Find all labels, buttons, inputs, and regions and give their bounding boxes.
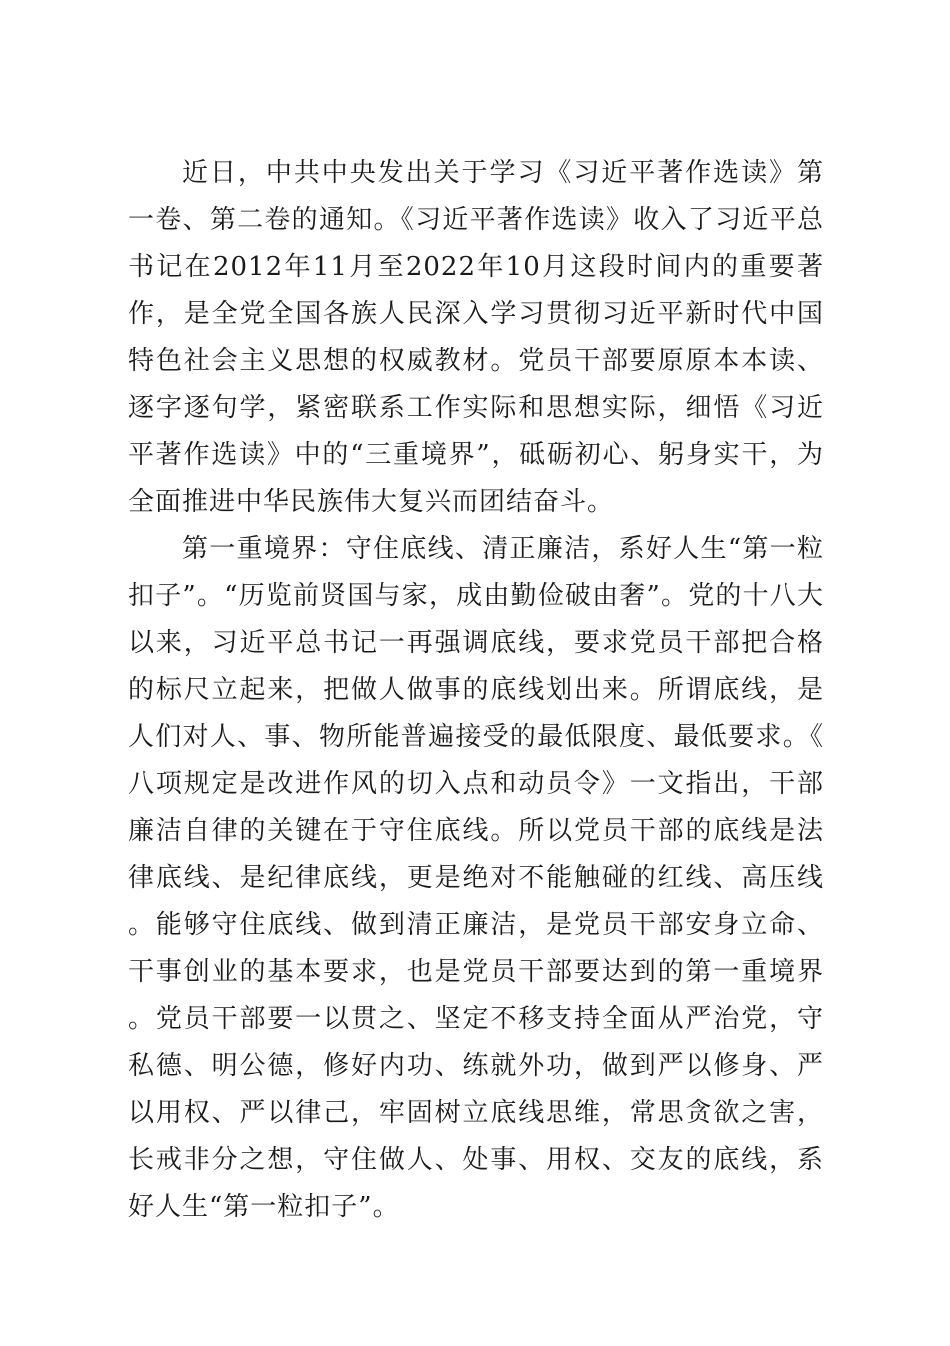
- paragraph-first-realm: 第一重境界：守住底线、清正廉洁，系好人生“第一粒扣子”。“历览前贤国与家，成由勤俭破由奢”。党的十八大以来，习近平总书记一再强调底线，要求党员干部把合格的标尺立起来，把做人做事的底线划出来。所谓底线，是人们对人、事、物所能普遍接受的最低限度、最低要求。《八项规定是改进作风的切入点和动员令》一文指出，干部廉洁自律的关键在于守住底线。所以党员干部的底线是法律底线、是纪律底线，更是绝对不能触碰的红线、高压线。能够守住底线、做到清正廉洁，是党员干部安身立命、干事创业的基本要求，也是党员干部要达到的第一重境界。党员干部要一以贯之、坚定不移支持全面从严治党，守私德、明公德，修好内功、练就外功，做到严以修身、严以用权、严以律己，牢固树立底线思维，常思贪欲之害，长戒非分之想，守住做人、处事、用权、交友的底线，系好人生“第一粒扣子”。: [128, 534, 824, 1222]
- paragraph-intro: 近日，中共中央发出关于学习《习近平著作选读》第一卷、第二卷的通知。《习近平著作选读》收入了习近平总书记在2012年11月至2022年10月这段时间内的重要著作，是全党全国各族人民深入学习贯彻习近平新时代中国特色社会主义思想的权威教材。党员干部要原原本本读、逐字逐句学，紧密联系工作实际和思想实际，细悟《习近平著作选读》中的“三重境界”，砥砺初心、躬身实干，为全面推进中华民族伟大复兴而团结奋斗。: [128, 158, 824, 517]
- document-body: [128, 150, 824, 1231]
